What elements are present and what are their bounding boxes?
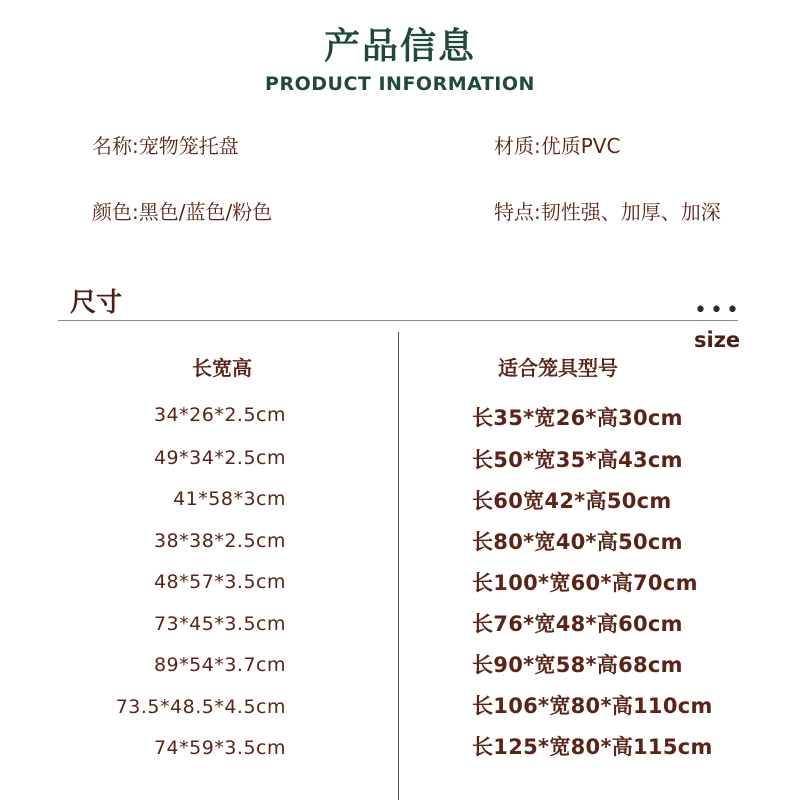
cage-model-value: 长125*宽80*高115cm xyxy=(472,735,713,759)
dimension-value: 48*57*3.5cm xyxy=(153,571,286,593)
dots-decoration: ••• xyxy=(694,298,742,323)
info-name: 名称:宠物笼托盘 xyxy=(92,134,239,158)
dimension-value: 49*34*2.5cm xyxy=(153,447,286,469)
info-features: 特点:韧性强、加厚、加深 xyxy=(494,200,721,224)
cage-model-value: 长50*宽35*高43cm xyxy=(472,448,683,472)
cage-model-value: 长100*宽60*高70cm xyxy=(472,571,698,595)
page-title: 产品信息 xyxy=(323,26,476,67)
column-divider xyxy=(398,332,399,800)
size-label-en: size xyxy=(694,328,741,352)
dimension-value: 74*59*3.5cm xyxy=(153,737,286,759)
cage-model-value: 长76*宽48*高60cm xyxy=(472,612,683,636)
column-header-dimensions: 长宽高 xyxy=(192,356,252,380)
page-subtitle: PRODUCT INFORMATION xyxy=(265,73,535,95)
dimension-value: 73.5*48.5*4.5cm xyxy=(115,696,286,718)
cage-model-value: 长90*宽58*高68cm xyxy=(472,653,683,677)
section-divider xyxy=(58,320,738,321)
dimension-value: 73*45*3.5cm xyxy=(153,613,286,635)
dimension-value: 89*54*3.7cm xyxy=(153,654,286,676)
dimension-value: 38*38*2.5cm xyxy=(153,530,286,552)
info-material: 材质:优质PVC xyxy=(494,134,621,158)
dimension-value: 34*26*2.5cm xyxy=(153,404,286,426)
cage-model-value: 长60宽42*高50cm xyxy=(472,489,672,513)
cage-model-value: 长35*宽26*高30cm xyxy=(472,406,683,430)
dimension-value: 41*58*3cm xyxy=(173,488,286,510)
cage-model-value: 长80*宽40*高50cm xyxy=(472,530,683,554)
info-color: 颜色:黑色/蓝色/粉色 xyxy=(92,200,273,224)
cage-model-value: 长106*宽80*高110cm xyxy=(472,694,713,718)
size-section-title: 尺寸 xyxy=(70,288,123,318)
column-header-cage-model: 适合笼具型号 xyxy=(498,356,618,380)
